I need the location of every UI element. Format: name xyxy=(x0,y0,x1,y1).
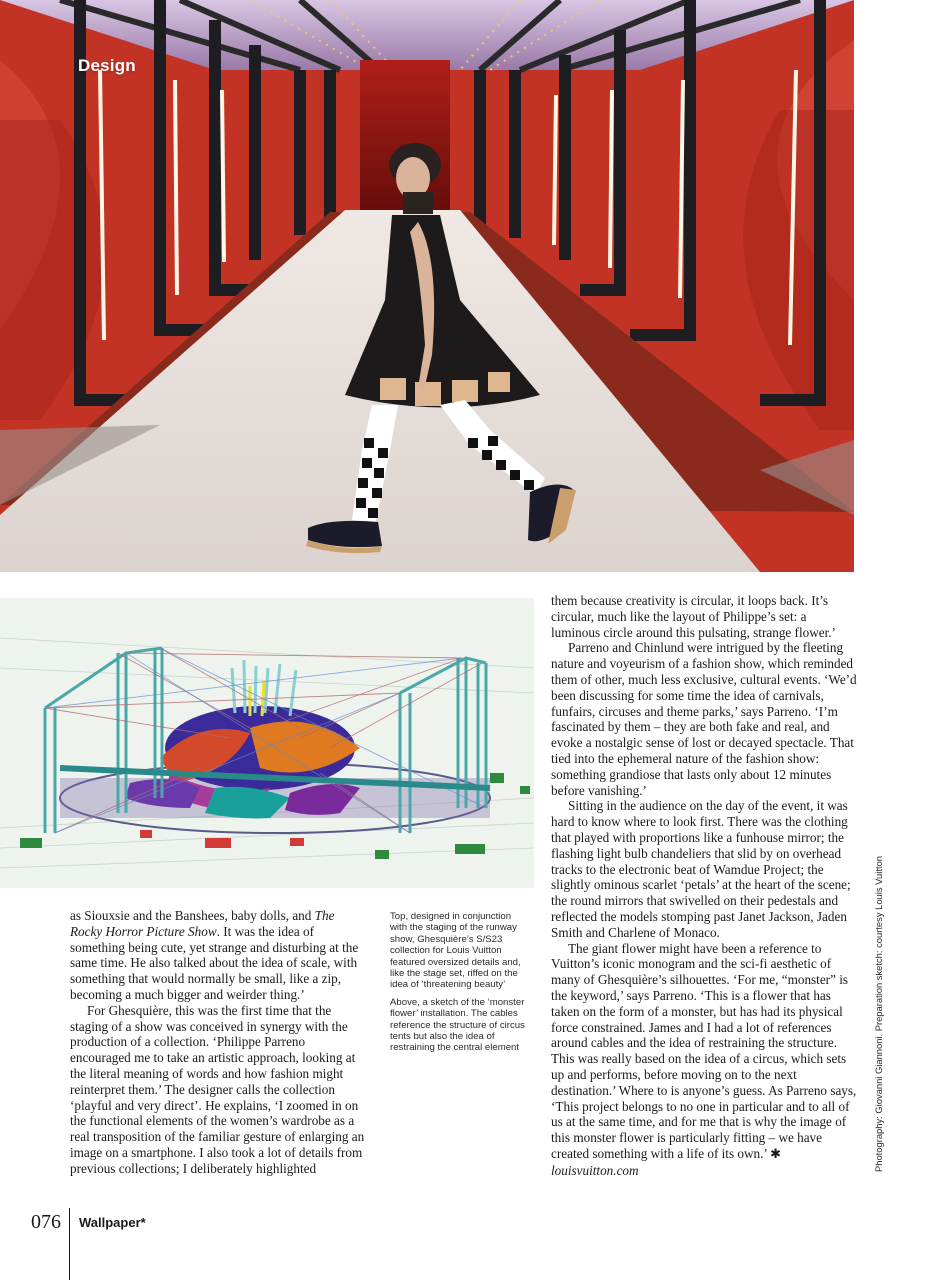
page-number: 076 xyxy=(31,1211,61,1233)
paragraph: Parreno and Chinlund were intrigued by the fleeting nature and voyeurism of a fashion show, which reminded them of other, much less exclusive, cultural events. ‘We’d been discussing for some time the idea of carnivals, funfairs, circuses and theme parks,’ says Parreno. ‘I’m fascinated by them – they are both fake and real, and evoke a nostalgic sense of lost or decayed spectacle. That tied into the ephemeral nature of the fashion show: something grandiose that lasts only about 12 minutes before vanishing.’ xyxy=(551,640,857,798)
paragraph-text: as Siouxsie and the Banshees, baby dolls, and xyxy=(70,908,315,923)
article-column-left xyxy=(70,908,368,1177)
paragraph: Sitting in the audience on the day of the event, it was hard to know where to look first. There was the clothing that played with proportions like a funhouse mirror; the flashing light bulb chandeliers that slid by on overhead tracks to the electronic beat of Wamdue Project; the slightly ominous scarlet ‘petals’ at the heart of the scene; the round mirrors that swivelled on their pedestals and reflected the models stomping past Janet Jackson, Jaden Smith and Charlene of Monaco. xyxy=(551,798,851,940)
website-link[interactable]: louisvuitton.com xyxy=(551,1162,639,1178)
caption-above: Above, a sketch of the ‘monster flower’ installation. The cables reference the structure of circus tents but also the idea of restraining the central element xyxy=(390,996,525,1054)
caption-top: Top, designed in conjunction with the staging of the runway show, Ghesquière’s S/S23 collection for Louis Vuitton featured oversized details and, like the stage set, riffed on the idea of ‘threatening beauty’ xyxy=(390,911,521,991)
hero-runway-photo xyxy=(0,0,854,572)
image-captions xyxy=(390,911,530,1060)
film-title: The Rocky Horror Picture Show xyxy=(70,908,335,939)
article-column-right xyxy=(551,593,857,1178)
footer-divider xyxy=(69,1208,70,1280)
magazine-brand: Wallpaper* xyxy=(79,1215,146,1230)
sketch-illustration xyxy=(0,598,534,888)
photo-credit: Photography: Giovanni Giannoni. Preparation sketch: courtesy Louis Vuitton xyxy=(873,856,884,1172)
paragraph xyxy=(551,941,857,1179)
paragraph-text: The giant flower might have been a reference to Vuitton’s iconic monogram and the sci-fi aesthetic of many of Ghesquière’s silhouettes. ‘For me, “monster” is the keyword,’ says Parreno. ‘This is a flower that has taken on the form of a monster, but has had its physical force constrained. James and I had a lot of references around cables and the idea of restraining the structure. This was really based on the idea of a circus, which sets up and performs, before moving on to the next destination.’ Where to is anyone’s guess. As Parreno says, ‘This project belongs to no one in particular and to all of us at the same time, and for me that is why the image of this monster flower is particularly fitting – we have created something with a life of its own.’ xyxy=(551,940,857,1161)
runway-illustration xyxy=(0,0,854,572)
paragraph xyxy=(70,908,368,1003)
monster-flower-sketch xyxy=(0,598,534,888)
end-mark-icon: ✱ xyxy=(770,1146,782,1162)
paragraph-text: . It was the idea of something being cute, yet strange and disturbing at the same time. He also talked about the idea of scale, with something that would normally be small, like a zip, becoming a much bigger and weirder thing.’ xyxy=(70,923,359,1002)
paragraph: For Ghesquière, this was the first time that the staging of a show was conceived in synergy with the production of a collection. ‘Philippe Parreno encouraged me to take an artistic approach, looking at the literal meaning of words and how fashion might reinterpret them.’ The designer calls the collection ‘playful and very direct’. He explains, ‘I zoomed in on the functional elements of the women’s wardrobe as a real transposition of the familiar gesture of enlarging an image on a smartphone. I also took a lot of details from previous collections; I deliberately highlighted xyxy=(70,1002,365,1176)
section-label: Design xyxy=(78,56,136,75)
paragraph: them because creativity is circular, it loops back. It’s circular, much like the layout of Philippe’s set: a luminous circle around this pulsating, strange flower.’ xyxy=(551,593,836,640)
